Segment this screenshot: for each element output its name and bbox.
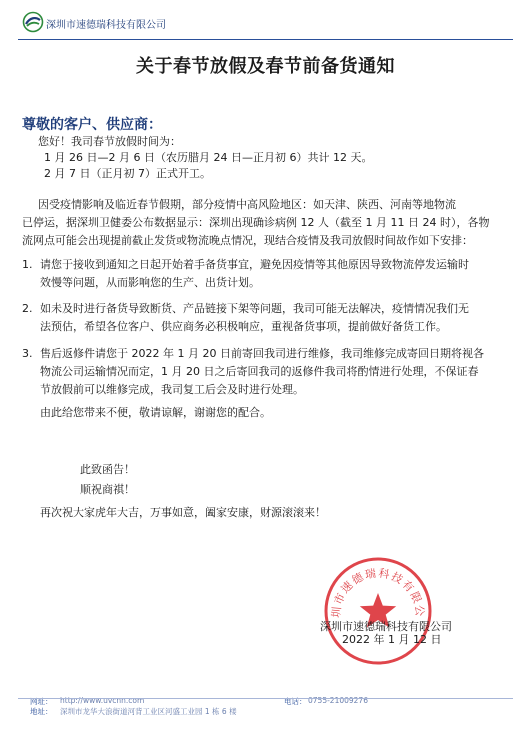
notice-title: 关于春节放假及春节前备货通知: [136, 56, 395, 77]
signature-company: 深圳市速德瑞科技有限公司: [320, 620, 452, 633]
seal-text: 圳市速德瑞科技有限公: [329, 566, 427, 619]
footer-phone-label: 电话：: [284, 697, 307, 706]
intro-line-2: 已停运，据深圳卫健委公布数据显示：深圳出现确诊病例 12 人（截至 1 月 11 日 24 时），各物: [22, 216, 490, 229]
item-3-line-3: 节放假前可以维修完成，我司复工后会及时进行处理。: [40, 383, 304, 396]
footer-divider: [18, 698, 513, 699]
closing-line-3: 再次祝大家虎年大吉，万事如意，阖家安康，财源滚滚来！: [40, 506, 326, 519]
item-3-line-2: 物流公司运输情况而定，1 月 20 日之后寄回我司的返修件我司将酌情进行处理，不保证春: [40, 365, 479, 378]
header-company-name: 深圳市速德瑞科技有限公司: [46, 20, 166, 31]
company-seal: [322, 555, 434, 667]
greeting-line-2: 1 月 26 日—2 月 6 日（农历腊月 24 日—正月初 6）共计 12 天。: [44, 151, 373, 164]
item-1-line-2: 效慢等问题，从而影响您的生产、出货计划。: [40, 276, 260, 289]
footer-phone: 0755-21009276: [308, 696, 368, 705]
item-2-line-1: 如未及时进行备货导致断货、产品链接下架等问题，我司可能无法解决，疫情情况我们无: [40, 302, 469, 315]
item-3-line-1: 售后返修件请您于 2022 年 1 月 20 日前寄回我司进行维修，我司维修完成寄回日期将视各: [40, 347, 484, 360]
footer-website: http://www.uvcnn.com: [60, 696, 145, 705]
company-logo-icon: [22, 11, 44, 33]
salutation: 尊敬的客户、供应商：: [22, 117, 162, 133]
header-divider: [18, 39, 513, 40]
closing-line-2: 顺祝商祺！: [80, 483, 135, 496]
intro-line-3: 流网点可能会出现提前截止发货或物流晚点情况，现结合疫情及我司放假时间故作如下安排：: [22, 234, 473, 247]
item-2-number: 2.: [22, 302, 33, 315]
footer-website-label: 网址：: [30, 697, 53, 706]
apology-line: 由此给您带来不便，敬请谅解，谢谢您的配合。: [40, 406, 271, 419]
greeting-line-3: 2 月 7 日（正月初 7）正式开工。: [44, 167, 211, 180]
intro-line-1: 因受疫情影响及临近春节假期，部分疫情中高风险地区：如天津、陕西、河南等地物流: [38, 198, 456, 211]
closing-line-1: 此致函告！: [80, 463, 135, 476]
item-1-number: 1.: [22, 258, 33, 271]
footer-address-label: 地址：: [30, 707, 53, 716]
footer-address: 深圳市龙华大浪街道河背工业区河盛工业园 1 栋 6 楼: [60, 707, 237, 716]
item-2-line-2: 法预估，希望各位客户、供应商务必积极响应，重视备货事项，提前做好备货工作。: [40, 320, 447, 333]
signature-date: 2022 年 1 月 12 日: [342, 633, 442, 646]
item-1-line-1: 请您于接收到通知之日起开始着手备货事宜，避免因疫情等其他原因导致物流停发运输时: [40, 258, 469, 271]
item-3-number: 3.: [22, 347, 33, 360]
greeting-line-1: 您好！我司春节放假时间为：: [38, 135, 181, 148]
